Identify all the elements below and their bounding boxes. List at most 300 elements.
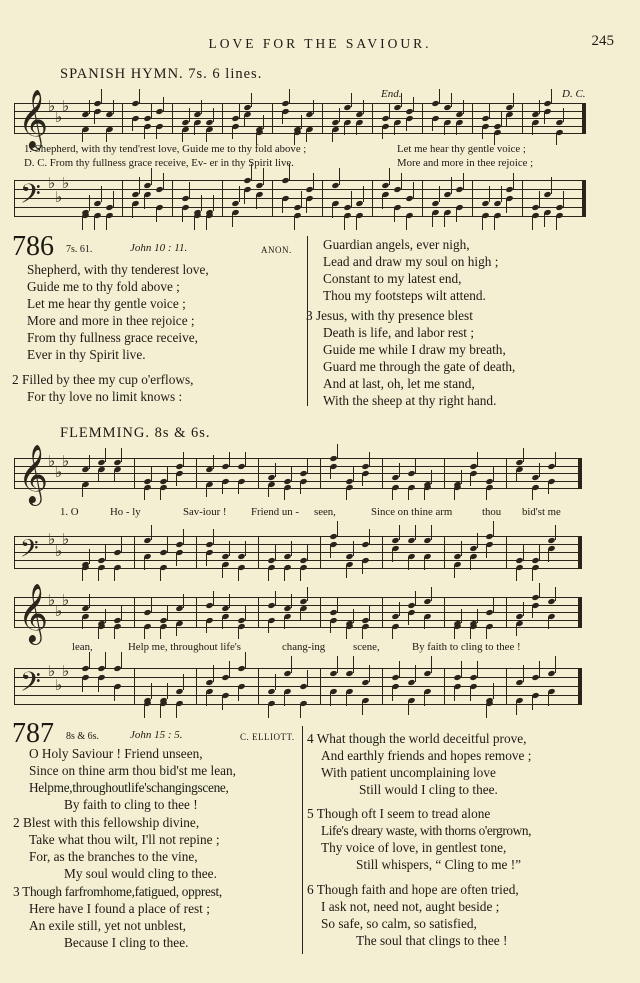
note-stem <box>275 545 276 560</box>
note-stem <box>544 112 545 124</box>
note-stem <box>424 692 425 706</box>
note-stem <box>399 602 400 616</box>
note-stem <box>482 127 483 139</box>
note-stem <box>291 467 292 481</box>
note-stem <box>167 467 168 481</box>
barline <box>196 597 197 627</box>
verse-line: Ever in thy Spirit live. <box>27 347 146 362</box>
note-stem <box>399 661 400 677</box>
note-stem <box>183 674 184 690</box>
note-stem <box>222 696 223 710</box>
verse-line: Thou my footsteps wilt attend. <box>323 288 486 303</box>
note-stem <box>408 557 409 570</box>
barline <box>320 458 321 488</box>
note-stem <box>160 488 161 500</box>
verse-line: Let me hear thy gentle voice ; <box>27 296 186 311</box>
note-stem <box>532 216 533 230</box>
flat-icon: ♭ <box>55 187 63 206</box>
staff-line <box>14 458 582 459</box>
underlay-word: lean, <box>72 641 93 653</box>
note-stem <box>539 583 540 597</box>
scripture-reference: John 10 : 11. <box>130 242 188 254</box>
note-stem <box>113 100 114 114</box>
note-stem <box>201 100 202 114</box>
note-stem <box>284 488 285 500</box>
note-stem <box>544 213 545 227</box>
note-stem <box>439 186 440 202</box>
note-stem <box>493 521 494 536</box>
tune-title-spanish-hymn: SPANISH HYMN. 7s. 6 lines. <box>60 66 263 82</box>
note-stem <box>307 545 308 560</box>
treble-clef-icon: 𝄞 <box>18 444 49 504</box>
note-stem <box>105 545 106 560</box>
note-stem <box>415 665 416 681</box>
note-stem <box>463 173 464 189</box>
staff-line <box>14 552 582 553</box>
note-stem <box>493 467 494 481</box>
note-stem <box>275 674 276 690</box>
note-stem <box>356 216 357 230</box>
note-stem <box>89 455 90 469</box>
note-stem <box>121 537 122 552</box>
staff-line <box>14 597 582 598</box>
page-number: 245 <box>591 33 614 49</box>
music-staff-bass <box>14 530 582 568</box>
note-stem <box>251 164 252 180</box>
note-stem <box>114 687 115 701</box>
flat-icon: ♭ <box>62 452 70 470</box>
note-stem <box>301 191 302 207</box>
note-stem <box>470 687 471 701</box>
barline <box>172 180 173 216</box>
flat-icon: ♭ <box>62 174 70 192</box>
note-stem <box>516 701 517 715</box>
note-stem <box>451 177 452 193</box>
hymn-author: ANON. <box>261 245 292 255</box>
note-stem <box>98 627 99 639</box>
underlay-word: Help me, throughout life's <box>128 641 241 653</box>
note-stem <box>144 195 145 209</box>
music-staff-treble <box>14 444 582 504</box>
note-stem <box>539 100 540 114</box>
note-stem <box>313 173 314 189</box>
note-stem <box>114 470 115 482</box>
note-stem <box>282 199 283 213</box>
verse-line: So safe, so calm, so satisfied, <box>321 916 477 931</box>
note-stem <box>389 104 390 118</box>
note-stem <box>408 613 409 625</box>
note-stem <box>548 692 549 706</box>
column-divider <box>302 726 303 954</box>
note-stem <box>151 467 152 481</box>
note-stem <box>94 112 95 124</box>
note-stem <box>337 444 338 458</box>
tune-title-flemming: FLEMMING. 8s & 6s. <box>60 425 211 441</box>
note-stem <box>353 467 354 481</box>
note-stem <box>454 565 455 578</box>
note-stem <box>239 186 240 202</box>
note-stem <box>513 93 514 107</box>
note-stem <box>486 488 487 500</box>
barline <box>320 597 321 627</box>
barline <box>258 458 259 488</box>
note-stem <box>82 568 83 581</box>
barline <box>320 536 321 568</box>
note-stem <box>82 678 83 692</box>
note-stem <box>160 568 161 581</box>
barline <box>522 103 523 133</box>
verse-line: 3 Though farfromhome,fatigued, opprest, <box>13 884 222 899</box>
final-barline <box>578 536 582 568</box>
barline <box>382 536 383 568</box>
final-barline <box>578 668 582 704</box>
barline <box>444 668 445 704</box>
note-stem <box>144 488 145 500</box>
note-stem <box>89 594 90 608</box>
note-stem <box>167 606 168 620</box>
note-stem <box>461 609 462 623</box>
barline <box>134 597 135 627</box>
note-stem <box>282 112 283 124</box>
note-stem <box>98 470 99 482</box>
note-stem <box>516 624 517 636</box>
note-stem <box>268 704 269 718</box>
note-stem <box>176 553 177 566</box>
note-stem <box>346 565 347 578</box>
note-stem <box>493 683 494 699</box>
note-stem <box>194 216 195 230</box>
music-staff-bass <box>14 662 582 704</box>
note-stem <box>82 130 83 142</box>
scripture-reference: John 15 : 5. <box>130 729 183 741</box>
verse-line: Take what thou wilt, I'll not repine ; <box>29 832 220 847</box>
staff-line <box>14 481 582 482</box>
note-stem <box>392 488 393 500</box>
verse-line: I ask not, need not, aught beside ; <box>321 899 500 914</box>
note-stem <box>339 108 340 122</box>
verse-line: 2 Filled by thee my cup o'erflows, <box>12 372 194 387</box>
note-stem <box>501 112 502 126</box>
note-stem <box>232 127 233 139</box>
note-stem <box>189 108 190 122</box>
note-stem <box>244 190 245 204</box>
treble-clef-icon: 𝄞 <box>18 583 49 643</box>
note-stem <box>82 485 83 497</box>
note-stem <box>548 549 549 562</box>
note-stem <box>532 696 533 710</box>
note-stem <box>144 627 145 639</box>
note-stem <box>206 216 207 230</box>
note-stem <box>251 93 252 107</box>
barline <box>14 536 15 568</box>
note-stem <box>523 602 524 616</box>
barline <box>472 180 473 216</box>
underlay-line: More and more in thee rejoice ; <box>397 157 534 169</box>
flat-icon: ♭ <box>48 452 56 470</box>
verse-line: 4 What though the world deceitful prove, <box>307 731 527 746</box>
note-stem <box>351 93 352 107</box>
treble-clef-icon: 𝄞 <box>18 89 49 149</box>
note-stem <box>539 661 540 677</box>
note-stem <box>353 656 354 672</box>
flat-icon: ♭ <box>48 591 56 609</box>
staff-line <box>14 686 582 687</box>
note-stem <box>362 474 363 486</box>
note-stem <box>330 621 331 633</box>
note-stem <box>461 470 462 484</box>
verse-line: O Holy Saviour ! Friend unseen, <box>29 746 203 761</box>
note-stem <box>263 168 264 184</box>
note-stem <box>551 177 552 193</box>
note-stem <box>238 568 239 581</box>
note-stem <box>163 97 164 111</box>
note-stem <box>294 216 295 230</box>
note-stem <box>415 459 416 473</box>
barline <box>134 668 135 704</box>
note-stem <box>167 683 168 699</box>
barline <box>122 180 123 216</box>
note-stem <box>369 665 370 681</box>
verse-line: By faith to cling to thee ! <box>64 797 198 812</box>
note-stem <box>105 609 106 623</box>
verse-line: Still whispers, “ Cling to me !” <box>356 857 522 872</box>
note-stem <box>339 168 340 184</box>
barline <box>14 668 15 704</box>
note-stem <box>356 123 357 135</box>
note-stem <box>431 587 432 601</box>
note-stem <box>98 568 99 581</box>
note-stem <box>369 452 370 466</box>
note-stem <box>289 164 290 180</box>
note-stem <box>284 617 285 629</box>
underlay-line: 1. Shepherd, with thy tend'rest love, Guide me to thy fold above ; <box>24 143 307 155</box>
note-stem <box>482 216 483 230</box>
verse-line: Since on thine arm thou bid'st me lean, <box>29 763 236 778</box>
bass-clef-icon: 𝄢 <box>20 534 39 568</box>
note-stem <box>539 545 540 560</box>
note-stem <box>431 470 432 484</box>
note-stem <box>301 115 302 129</box>
note-stem <box>206 130 207 142</box>
note-stem <box>362 701 363 715</box>
verse-line: Life's dreary waste, with thorns o'ergrown, <box>321 823 532 838</box>
note-stem <box>456 123 457 135</box>
note-stem <box>353 541 354 556</box>
dc-label: D. C. <box>562 88 586 100</box>
note-stem <box>194 123 195 135</box>
note-stem <box>229 594 230 608</box>
note-stem <box>555 525 556 540</box>
barline <box>14 180 15 216</box>
note-stem <box>306 199 307 213</box>
end-label: End. <box>381 88 402 100</box>
note-stem <box>213 529 214 544</box>
staff-line <box>14 488 582 489</box>
barline <box>372 180 373 216</box>
note-stem <box>330 467 331 479</box>
note-stem <box>244 115 245 127</box>
note-stem <box>523 545 524 560</box>
note-stem <box>89 652 90 668</box>
note-stem <box>268 568 269 581</box>
barline <box>222 103 223 133</box>
note-stem <box>454 687 455 701</box>
note-stem <box>431 656 432 672</box>
note-stem <box>477 609 478 623</box>
verse-line: The soul that clings to thee ! <box>356 933 508 948</box>
note-stem <box>206 553 207 566</box>
note-stem <box>415 591 416 605</box>
barline <box>506 536 507 568</box>
note-stem <box>275 591 276 605</box>
note-stem <box>213 195 214 211</box>
underlay-word: By faith to cling to thee ! <box>412 641 521 653</box>
staff-line <box>14 695 582 696</box>
barline <box>134 536 135 568</box>
note-stem <box>229 541 230 556</box>
note-stem <box>451 93 452 107</box>
verse-line: Thy voice of love, in gentlest tone, <box>321 840 507 855</box>
note-stem <box>213 455 214 469</box>
note-stem <box>98 678 99 692</box>
note-stem <box>555 587 556 601</box>
note-stem <box>245 452 246 466</box>
note-stem <box>222 482 223 494</box>
note-stem <box>332 130 333 142</box>
note-stem <box>555 452 556 466</box>
note-stem <box>362 627 363 639</box>
note-stem <box>532 123 533 135</box>
final-barline <box>578 597 582 627</box>
note-stem <box>424 488 425 500</box>
note-stem <box>486 545 487 558</box>
note-stem <box>139 89 140 103</box>
note-stem <box>532 606 533 618</box>
note-stem <box>151 525 152 540</box>
barline <box>422 103 423 133</box>
note-stem <box>229 452 230 466</box>
note-stem <box>156 208 157 222</box>
note-stem <box>330 545 331 558</box>
barline <box>222 180 223 216</box>
note-stem <box>392 627 393 639</box>
note-stem <box>506 199 507 213</box>
hymn-meter: 8s & 6s. <box>66 731 100 742</box>
note-stem <box>382 195 383 209</box>
verse-line: And at last, oh, let me stand, <box>323 376 475 391</box>
note-stem <box>401 93 402 107</box>
note-stem <box>382 127 383 139</box>
note-stem <box>222 565 223 578</box>
underlay-word: bid'st me <box>522 506 561 518</box>
barline <box>272 103 273 133</box>
flat-icon: ♭ <box>55 108 63 127</box>
note-stem <box>113 191 114 207</box>
note-stem <box>489 104 490 118</box>
note-stem <box>300 568 301 581</box>
note-stem <box>151 104 152 118</box>
note-stem <box>439 89 440 103</box>
note-stem <box>213 591 214 605</box>
flat-icon: ♭ <box>55 463 63 482</box>
flat-icon: ♭ <box>62 530 70 548</box>
barline <box>122 103 123 133</box>
note-stem <box>291 594 292 608</box>
note-stem <box>284 692 285 706</box>
underlay-line: D. C. From thy fullness grace receive, Ev- er in thy Spirit live. <box>24 157 294 169</box>
note-stem <box>238 482 239 494</box>
note-stem <box>362 561 363 574</box>
note-stem <box>121 448 122 462</box>
note-stem <box>394 123 395 135</box>
underlay-word: Sav-iour ! <box>183 506 227 518</box>
note-stem <box>167 537 168 552</box>
note-stem <box>201 195 202 211</box>
note-stem <box>106 130 107 142</box>
note-stem <box>454 488 455 500</box>
note-stem <box>256 195 257 209</box>
verse-line: Shepherd, with thy tenderest love, <box>27 262 209 277</box>
note-stem <box>213 108 214 122</box>
barline <box>472 103 473 133</box>
barline <box>196 668 197 704</box>
note-stem <box>307 459 308 473</box>
underlay-word: 1. O <box>60 506 79 518</box>
note-stem <box>222 617 223 629</box>
barline <box>506 597 507 627</box>
note-stem <box>346 627 347 639</box>
note-stem <box>189 182 190 198</box>
note-stem <box>106 216 107 230</box>
note-stem <box>424 557 425 570</box>
verse-line: With the sheep at thy right hand. <box>323 393 497 408</box>
note-stem <box>300 704 301 718</box>
note-stem <box>114 568 115 581</box>
note-stem <box>121 606 122 620</box>
staff-line <box>14 704 582 705</box>
note-stem <box>132 204 133 218</box>
verse-line: More and more in thee rejoice ; <box>27 313 195 328</box>
flat-icon: ♭ <box>62 662 70 680</box>
note-stem <box>160 704 161 718</box>
underlay-word: seen, <box>314 506 336 518</box>
note-stem <box>151 168 152 184</box>
note-stem <box>399 525 400 540</box>
note-stem <box>263 115 264 129</box>
note-stem <box>506 115 507 127</box>
note-stem <box>392 687 393 701</box>
note-stem <box>176 474 177 486</box>
flat-icon: ♭ <box>48 530 56 548</box>
note-stem <box>369 529 370 544</box>
verse-line: An exile still, yet not unblest, <box>29 918 186 933</box>
note-stem <box>406 119 407 131</box>
barline <box>322 103 323 133</box>
verse-line: And earthly friends and hopes remove ; <box>321 748 532 763</box>
note-stem <box>206 621 207 633</box>
note-stem <box>182 130 183 142</box>
note-stem <box>353 609 354 623</box>
staff-line <box>14 605 582 606</box>
verse-line: Because I cling to thee. <box>64 935 189 950</box>
note-stem <box>332 204 333 218</box>
note-stem <box>232 213 233 227</box>
note-stem <box>513 173 514 189</box>
note-stem <box>239 104 240 118</box>
barline <box>320 668 321 704</box>
underlay-word: Friend un - <box>251 506 299 518</box>
note-stem <box>229 661 230 677</box>
